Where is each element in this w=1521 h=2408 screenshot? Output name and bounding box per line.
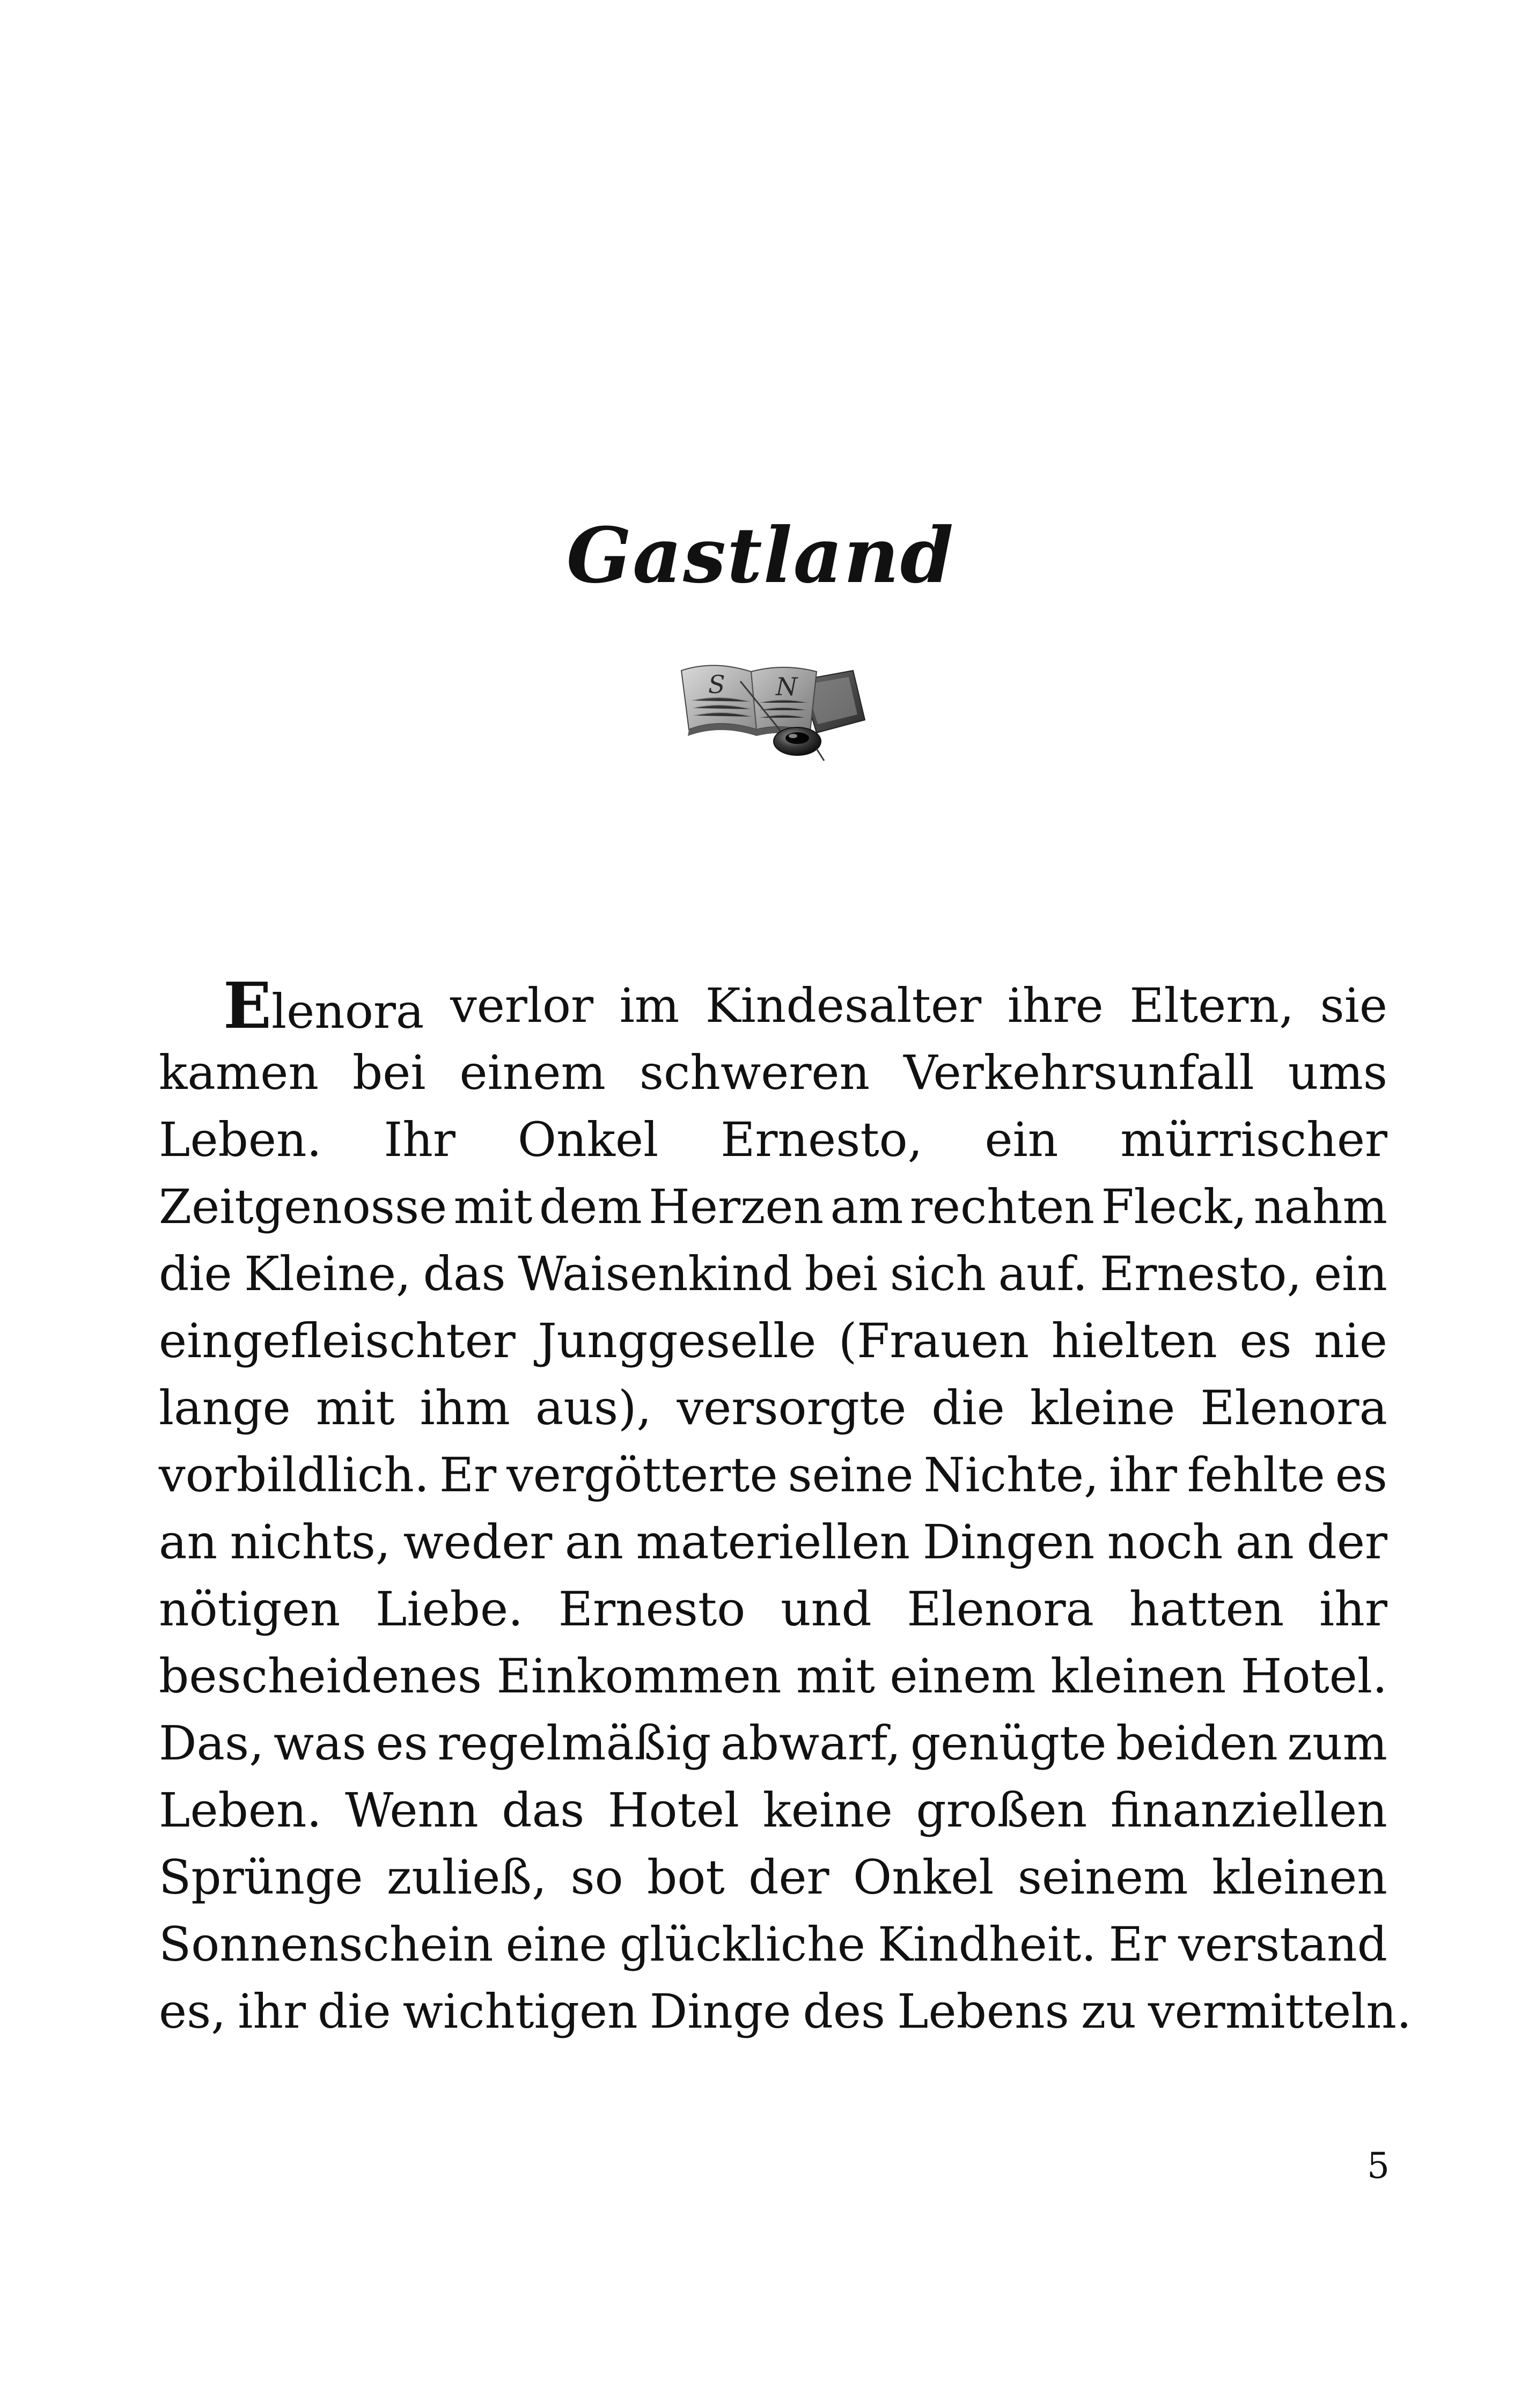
- word: Fleck,: [1101, 1179, 1247, 1234]
- paragraph-line: [159, 1508, 1387, 1575]
- word: versorgte: [677, 1380, 907, 1435]
- word: rechten: [909, 1179, 1095, 1234]
- word: im: [619, 978, 680, 1033]
- chapter-paragraph: [159, 968, 1412, 2045]
- word: mit: [796, 1648, 875, 1704]
- word: Elenora: [1200, 1380, 1387, 1435]
- word: Kleine,: [244, 1246, 412, 1301]
- word: kleinen: [1211, 1850, 1387, 1905]
- word: kamen: [159, 1045, 319, 1100]
- word: zum: [1287, 1715, 1387, 1771]
- word: dem: [539, 1179, 642, 1234]
- word: Dingen: [922, 1514, 1095, 1570]
- word: mit: [315, 1380, 395, 1435]
- paragraph-line: [159, 1106, 1387, 1173]
- word: Das,: [159, 1715, 264, 1771]
- word: aus),: [535, 1380, 652, 1435]
- word: eine: [505, 1917, 607, 1972]
- word: Ernesto: [558, 1581, 746, 1637]
- word: nichts,: [230, 1514, 391, 1570]
- word: beiden: [1116, 1715, 1278, 1771]
- word: finanziellen: [1110, 1783, 1387, 1838]
- word: nötigen: [159, 1581, 341, 1637]
- word: Nichte,: [923, 1447, 1099, 1503]
- word: mit: [453, 1179, 533, 1234]
- drop-cap: E: [223, 968, 271, 1043]
- word: verstand: [1178, 1917, 1387, 1972]
- word: Sprünge: [159, 1850, 363, 1905]
- paragraph-line: [159, 1643, 1387, 1710]
- word: es: [1239, 1313, 1292, 1368]
- paragraph-line: [159, 1039, 1387, 1106]
- word: und: [780, 1581, 872, 1637]
- open-book-with-inkwell-icon: [676, 649, 869, 764]
- word: bot: [647, 1850, 725, 1905]
- paragraph-line: [159, 1911, 1387, 1978]
- word: zuließ,: [386, 1850, 547, 1905]
- word: verlor: [450, 978, 594, 1033]
- word: so: [570, 1850, 623, 1905]
- word: ums: [1288, 1045, 1387, 1100]
- chapter-title: Gastland: [566, 511, 955, 600]
- svg-text:N: N: [776, 672, 798, 701]
- word: bei: [804, 1246, 878, 1301]
- word: hielten: [1051, 1313, 1217, 1368]
- word: ihr: [238, 1984, 306, 2039]
- word: Ernesto,: [1099, 1246, 1302, 1301]
- word: ihr: [1319, 1581, 1387, 1637]
- word: sich: [890, 1246, 987, 1301]
- word: Dinge: [649, 1984, 791, 2039]
- word: an: [1235, 1514, 1294, 1570]
- word: seine: [788, 1447, 914, 1503]
- word: glückliche: [619, 1917, 865, 1972]
- svg-text:S: S: [708, 670, 725, 699]
- word: schweren: [639, 1045, 870, 1100]
- word: Er: [439, 1447, 497, 1503]
- word: Leben.: [159, 1112, 322, 1167]
- paragraph-line: [159, 1710, 1387, 1777]
- paragraph-line: [159, 1307, 1387, 1374]
- word: Onkel: [517, 1112, 659, 1167]
- word: einem: [459, 1045, 606, 1100]
- word: mürrischer: [1120, 1112, 1387, 1167]
- word: Onkel: [853, 1850, 994, 1905]
- word: an: [564, 1514, 623, 1570]
- word: an: [159, 1514, 218, 1570]
- word: Hotel: [607, 1783, 740, 1838]
- word: es: [1335, 1447, 1387, 1503]
- word: ein: [1313, 1246, 1387, 1301]
- word: Zeitgenosse: [159, 1179, 447, 1234]
- word: weder: [403, 1514, 553, 1570]
- word: des: [803, 1984, 886, 2039]
- word: Liebe.: [375, 1581, 523, 1637]
- word: Waisenkind: [518, 1246, 793, 1301]
- paragraph-line: [159, 1978, 1412, 2045]
- word: bescheidenes: [159, 1648, 482, 1704]
- word: Elenora: [223, 968, 424, 1043]
- word: der: [1306, 1514, 1387, 1570]
- word: am: [830, 1179, 903, 1234]
- paragraph-line: [159, 1374, 1387, 1441]
- paragraph-line: [159, 968, 1387, 1043]
- word: abwarf,: [721, 1715, 901, 1771]
- word: Ernesto,: [721, 1112, 923, 1167]
- word: vergötterte: [506, 1447, 778, 1503]
- word: fehlte: [1187, 1447, 1325, 1503]
- word: zu: [1081, 1984, 1136, 2039]
- word: Kindheit.: [878, 1917, 1097, 1972]
- word: Hotel.: [1240, 1648, 1387, 1704]
- word: Einkommen: [496, 1648, 782, 1704]
- word: hatten: [1129, 1581, 1284, 1637]
- word: materiellen: [636, 1514, 910, 1570]
- page-number: 5: [1367, 2145, 1390, 2186]
- word: noch: [1107, 1514, 1223, 1570]
- word: Lebens: [897, 1984, 1069, 2039]
- word: Leben.: [159, 1783, 322, 1838]
- word: Herzen: [649, 1179, 824, 1234]
- word: nahm: [1253, 1179, 1387, 1234]
- word: bei: [352, 1045, 426, 1100]
- word: ihm: [420, 1380, 510, 1435]
- word: der: [748, 1850, 829, 1905]
- word: vorbildlich.: [159, 1447, 429, 1503]
- word: kleinen: [1050, 1648, 1226, 1704]
- word: Er: [1108, 1917, 1166, 1972]
- word: was: [273, 1715, 366, 1771]
- word: die: [159, 1246, 232, 1301]
- word: einem: [890, 1648, 1036, 1704]
- paragraph-line: [159, 1240, 1387, 1307]
- word: Elenora: [907, 1581, 1094, 1637]
- paragraph-line: [159, 1777, 1387, 1844]
- word: wichtigen: [402, 1984, 638, 2039]
- word: Junggeselle: [538, 1313, 817, 1368]
- word: Wenn: [345, 1783, 479, 1838]
- paragraph-line: [159, 1575, 1387, 1643]
- word: großen: [916, 1783, 1088, 1838]
- paragraph-line: [159, 1844, 1387, 1911]
- word: Sonnenschein: [159, 1917, 494, 1972]
- word: keine: [762, 1783, 893, 1838]
- word: auf.: [998, 1246, 1088, 1301]
- word: das: [423, 1246, 506, 1301]
- word: das: [502, 1783, 585, 1838]
- word: es,: [159, 1984, 226, 2039]
- word: ein: [984, 1112, 1059, 1167]
- word: es: [376, 1715, 428, 1771]
- word: Verkehrsunfall: [903, 1045, 1254, 1100]
- word: die: [931, 1380, 1005, 1435]
- word: seinem: [1017, 1850, 1188, 1905]
- word: nie: [1314, 1313, 1387, 1368]
- word: eingefleischter: [159, 1313, 516, 1368]
- paragraph-line: [159, 1441, 1387, 1508]
- word: ihre: [1007, 978, 1104, 1033]
- word: Eltern,: [1129, 978, 1294, 1033]
- word: regelmäßig: [437, 1715, 711, 1771]
- paragraph-line: [159, 1173, 1387, 1240]
- word: sie: [1320, 978, 1387, 1033]
- word: vermitteln.: [1148, 1984, 1412, 2039]
- word: kleine: [1030, 1380, 1175, 1435]
- word: Ihr: [384, 1112, 455, 1167]
- word: die: [318, 1984, 391, 2039]
- word: genügte: [910, 1715, 1107, 1771]
- word: lange: [159, 1380, 291, 1435]
- word: (Frauen: [838, 1313, 1030, 1368]
- word: ihr: [1109, 1447, 1177, 1503]
- word: Kindesalter: [705, 978, 982, 1033]
